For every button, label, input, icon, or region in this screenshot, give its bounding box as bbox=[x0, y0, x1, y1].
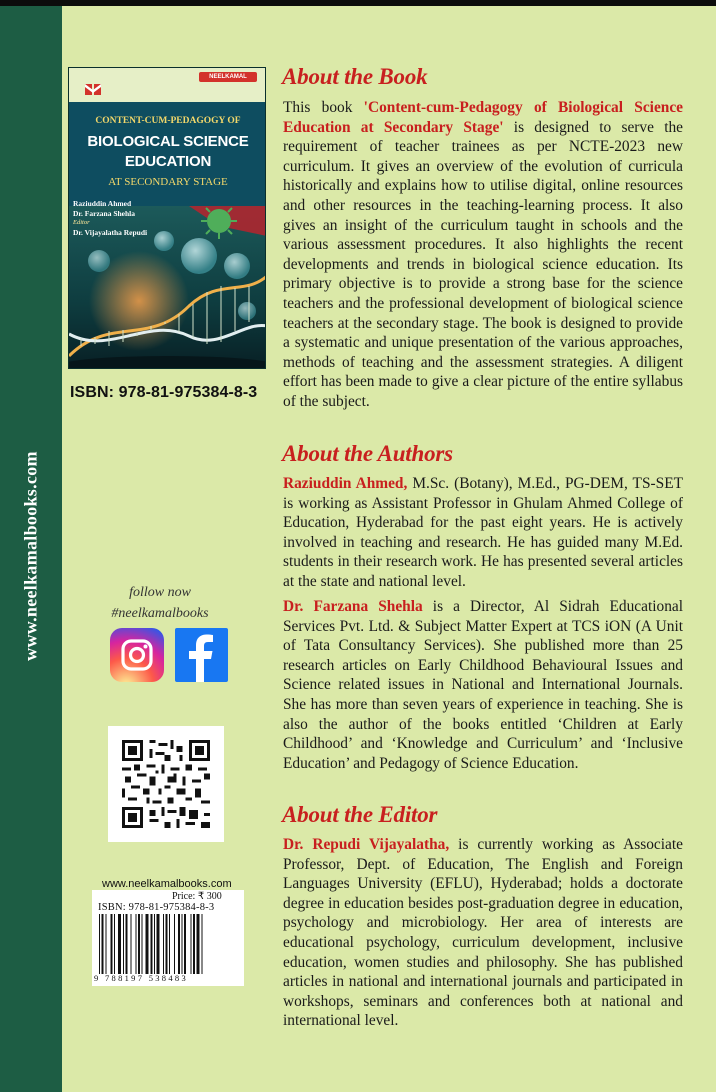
author1-bio: M.Sc. (Botany), M.Ed., PG-DEM, TS-SET is working as Assistant Professor in Ghulam Ahmed College of Education, Hyderabad for the past eight years. He is actively involved in teaching and research. He has guided many M.Ed. students in their research work. He has presented several articles at the state and national level. bbox=[283, 475, 683, 590]
thumbnail-editor-label: Editor bbox=[73, 219, 90, 226]
instagram-glyph-icon bbox=[110, 628, 164, 682]
thumbnail-stage: AT SECONDARY STAGE bbox=[108, 176, 228, 188]
thumbnail-author2: Dr. Farzana Shehla bbox=[73, 208, 136, 218]
thumbnail-title-line2: EDUCATION bbox=[124, 153, 212, 170]
editor-name: Dr. Repudi Vijayalatha, bbox=[283, 836, 450, 853]
thumbnail-subtitle: CONTENT-CUM-PEDAGOGY OF bbox=[95, 116, 241, 126]
thumbnail-title bbox=[69, 132, 266, 172]
top-edge-strip bbox=[0, 0, 716, 6]
facebook-icon[interactable] bbox=[175, 628, 228, 682]
about-book-heading: About the Book bbox=[282, 64, 428, 89]
follow-text: follow now bbox=[129, 585, 191, 600]
editor-bio: is currently working as Associate Professor, Dept. of Education, The English and Foreign Languages University (EFLU), Hyderabad; holds a doctorate degree in education besides post-graduation degree in education, psychology and microbiology. Her area of interests are educational psychology, curriculum development, inclusive education, women studies and philosophy. She has published articles in national and international journals and participated in workshops, seminars and conferences both at national and international level. bbox=[283, 836, 683, 1030]
barcode-website: www.neelkamalbooks.com bbox=[102, 878, 232, 890]
publisher-badge: NEELKAMAL bbox=[199, 72, 257, 82]
thumbnail-author1: Raziuddin Ahmed bbox=[73, 199, 132, 208]
book-title-highlight: 'Content-cum-Pedagogy of Biological Science Education at Secondary Stage' bbox=[283, 99, 683, 136]
thumbnail-editor: Dr. Vijayalatha Repudi bbox=[73, 227, 148, 237]
editor-paragraph bbox=[283, 835, 683, 1031]
author1-paragraph bbox=[283, 474, 683, 592]
barcode-isbn: ISBN: 978-81-975384-8-3 bbox=[98, 902, 215, 913]
publisher-logo-icon bbox=[85, 82, 101, 96]
about-book-paragraph bbox=[283, 98, 683, 412]
barcode-price: Price: ₹ 300 bbox=[172, 891, 222, 902]
thumbnail-authors bbox=[73, 199, 253, 237]
isbn-number: ISBN: 978-81-975384-8-3 bbox=[70, 384, 258, 401]
author1-name: Raziuddin Ahmed, bbox=[283, 475, 408, 492]
about-book-body: is designed to serve the requirement of teacher trainees as per NCTE-2023 new curriculum. It gives an overview of the evolution of curricula historically and explains how to utilise digital, online resources and other resources in the teaching-learning process. It also gives an insight of the curriculum taught in schools and the various assessment procedures. It also highlights the recent developments and trends in biological science education. Its primary objective is to provide a strong base for the science teachers and the professional development of biological science teachers at the secondary stage. The book is designed to provide a systematic and unique presentation of the various approaches, methods of teaching and the assessment strategies. A diligent effort has been made to give a clear picture of the entire syllabus of the subject. bbox=[283, 118, 683, 410]
about-authors-heading: About the Authors bbox=[282, 441, 453, 466]
author2-paragraph bbox=[283, 597, 683, 773]
thumbnail-title-line1: BIOLOGICAL SCIENCE bbox=[87, 133, 249, 150]
author2-name: Dr. Farzana Shehla bbox=[283, 598, 423, 615]
facebook-glyph-icon bbox=[175, 628, 228, 682]
front-cover-thumbnail bbox=[68, 67, 266, 369]
author2-bio: is a Director, Al Sidrah Educational Services Pvt. Ltd. & Subject Matter Expert at TCS iON (A Unit of Tata Consultancy Services). She published more than 25 research articles on Early Childhood Behavioural Issues and Science related issues in National and International Journals. She has more than seven years of experience in teaching. She is also the author of the books entitled ‘Children at Early Childhood’ and ‘Knowledge and Curriculum’ and ‘Inclusive Education’ and Pedagogy of Science Education. bbox=[283, 598, 683, 772]
about-book-intro: This book bbox=[283, 99, 364, 116]
instagram-icon[interactable] bbox=[110, 628, 164, 682]
barcode-icon bbox=[98, 914, 238, 974]
spine bbox=[0, 6, 62, 1092]
barcode-digits: 9 788197 538483 bbox=[94, 973, 188, 983]
about-editor-heading: About the Editor bbox=[282, 802, 438, 827]
spine-website: www.neelkamalbooks.com bbox=[20, 451, 41, 661]
social-follow-block bbox=[100, 582, 220, 624]
qr-code-icon[interactable] bbox=[122, 740, 210, 828]
hashtag-text: #neelkamalbooks bbox=[111, 606, 209, 621]
